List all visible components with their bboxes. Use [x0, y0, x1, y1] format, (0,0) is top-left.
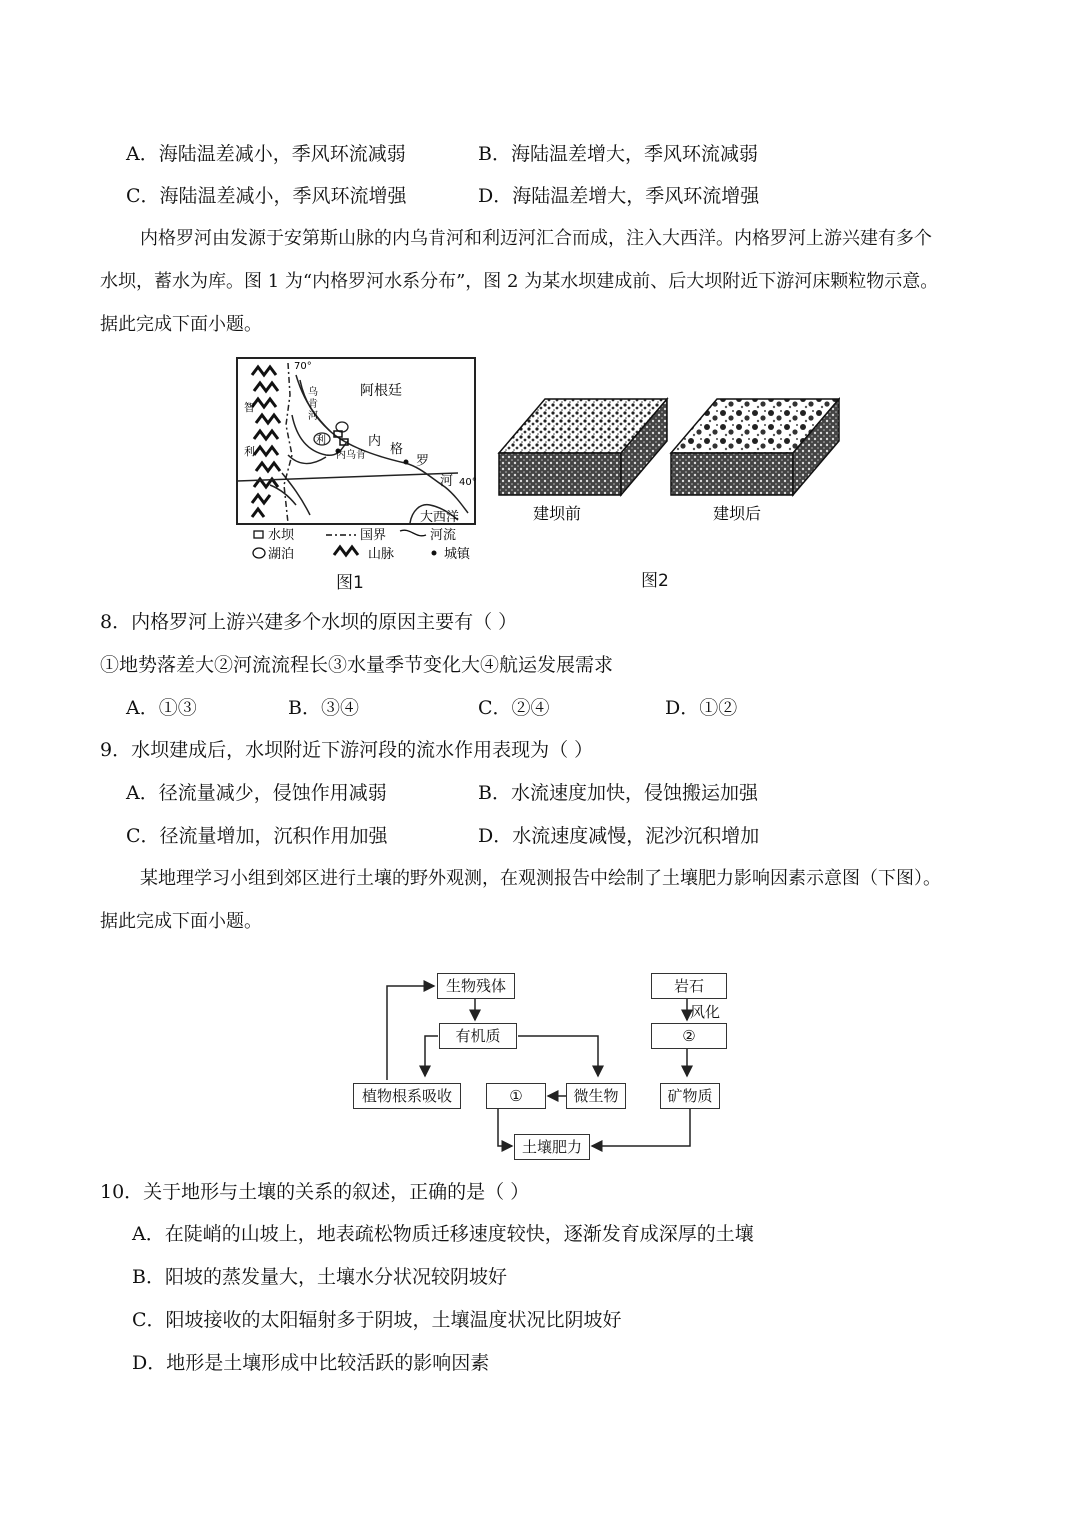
passage1-line1: 内格罗河由发源于安第斯山脉的内乌肯河和利迈河汇合而成，注入大西洋。内格罗河上游兴建有多个: [140, 228, 932, 249]
q8-option-a: A．①③: [126, 697, 197, 719]
map-label-atlantic: 大西洋: [420, 510, 460, 525]
q10-option-c: C．阳坡接收的太阳辐射多于阴坡，土壤温度状况比阴坡好: [132, 1309, 622, 1331]
q9-option-a: A．径流量减少，侵蚀作用减弱: [126, 782, 387, 804]
q9-stem: 9．水坝建成后，水坝附近下游河段的流水作用表现为（ ）: [100, 739, 594, 761]
map-label-ge: 格: [390, 442, 404, 457]
q8-option-c: C．②④: [478, 697, 550, 719]
mineral-box: 矿物质: [660, 1083, 720, 1109]
soil-fertility-box: 土壤肥力: [514, 1134, 590, 1160]
mountain-icon: [334, 547, 358, 555]
q8-option-d: D．①②: [665, 697, 738, 719]
map-label-argentina: 阿根廷: [360, 383, 402, 399]
q8-items: ①地势落差大②河流流程长③水量季节变化大④航运发展需求: [100, 654, 614, 676]
passage1-line2: 水坝，蓄水为库。图 1 为“内格罗河水系分布”，图 2 为某水坝建成前、后大坝附近下游河床颗粒物示意。: [100, 271, 939, 292]
factor-one-box: ①: [486, 1083, 546, 1109]
map-label-wu: 乌: [308, 387, 318, 398]
legend-mountain: 山脉: [368, 547, 395, 562]
fig1-caption: 图1: [336, 573, 364, 593]
q7-option-b: B．海陆温差增大，季风环流减弱: [478, 143, 758, 165]
map-label-neiwuken: 内乌肯: [336, 450, 366, 461]
rock-box: 岩石: [651, 973, 727, 999]
map-label-he2: 河: [440, 474, 454, 489]
legend-dam: 水坝: [268, 528, 295, 543]
passage1-line3: 据此完成下面小题。: [100, 314, 262, 335]
bio-remains-box: 生物残体: [437, 973, 515, 999]
factor-two-box: ②: [651, 1023, 727, 1049]
q7-option-a: A．海陆温差减小，季风环流减弱: [126, 143, 406, 165]
legend-border: 国界: [360, 528, 387, 543]
fig2-caption: 图2: [641, 571, 669, 591]
map-label-he: 河: [308, 411, 318, 422]
q9-option-d: D．水流速度减慢，泥沙沉积增加: [478, 825, 760, 847]
q8-stem: 8．内格罗河上游兴建多个水坝的原因主要有（ ）: [100, 611, 518, 633]
map-label-chile-2: 利: [244, 445, 255, 458]
map-label-nei: 内: [368, 434, 382, 449]
organic-matter-box: 有机质: [439, 1023, 517, 1049]
map-longitude: 70°: [294, 361, 312, 372]
legend-lake: 湖泊: [268, 547, 295, 562]
legend-town: 城镇: [444, 547, 471, 562]
dam-icon: [254, 531, 263, 538]
q10-option-b: B．阳坡的蒸发量大，土壤水分状况较阴坡好: [132, 1266, 507, 1288]
q7-option-c: C．海陆温差减小，季风环流增强: [126, 185, 407, 207]
plant-root-box: 植物根系吸收: [353, 1083, 461, 1109]
legend-river: 河流: [430, 528, 457, 543]
river-icon: [400, 530, 426, 536]
map-label-luo: 罗: [416, 454, 430, 469]
weathering-label: 风化: [690, 1003, 721, 1021]
q10-option-a: A．在陡峭的山坡上，地表疏松物质迁移速度较快，逐渐发育成深厚的土壤: [132, 1223, 754, 1245]
map-label-li: 利: [316, 435, 326, 446]
q10-option-d: D．地形是土壤形成中比较活跃的影响因素: [132, 1352, 490, 1374]
fig2-label-before: 建坝前: [533, 504, 582, 523]
passage2-line1: 某地理学习小组到郊区进行土壤的野外观测，在观测报告中绘制了土壤肥力影响因素示意图（下图）。: [140, 868, 941, 889]
map-label-ken: 肯: [308, 399, 318, 410]
lake-icon: [253, 548, 265, 558]
riverbed-blocks: [495, 395, 840, 530]
microbe-box: 微生物: [566, 1083, 626, 1109]
q8-option-b: B．③④: [288, 697, 359, 719]
q10-stem: 10．关于地形与土壤的关系的叙述，正确的是（ ）: [100, 1181, 530, 1203]
q9-option-b: B．水流速度加快，侵蚀搬运加强: [478, 782, 758, 804]
map-label-chile-1: 智: [244, 401, 255, 414]
town-icon: [432, 551, 437, 556]
river-system-map: [230, 355, 490, 595]
fig2-label-after: 建坝后: [713, 504, 762, 523]
passage2-line2: 据此完成下面小题。: [100, 911, 262, 932]
q7-option-d: D．海陆温差增大，季风环流增强: [478, 185, 760, 207]
map-latitude: 40°: [459, 477, 477, 488]
q9-option-c: C．径流量增加，沉积作用加强: [126, 825, 388, 847]
